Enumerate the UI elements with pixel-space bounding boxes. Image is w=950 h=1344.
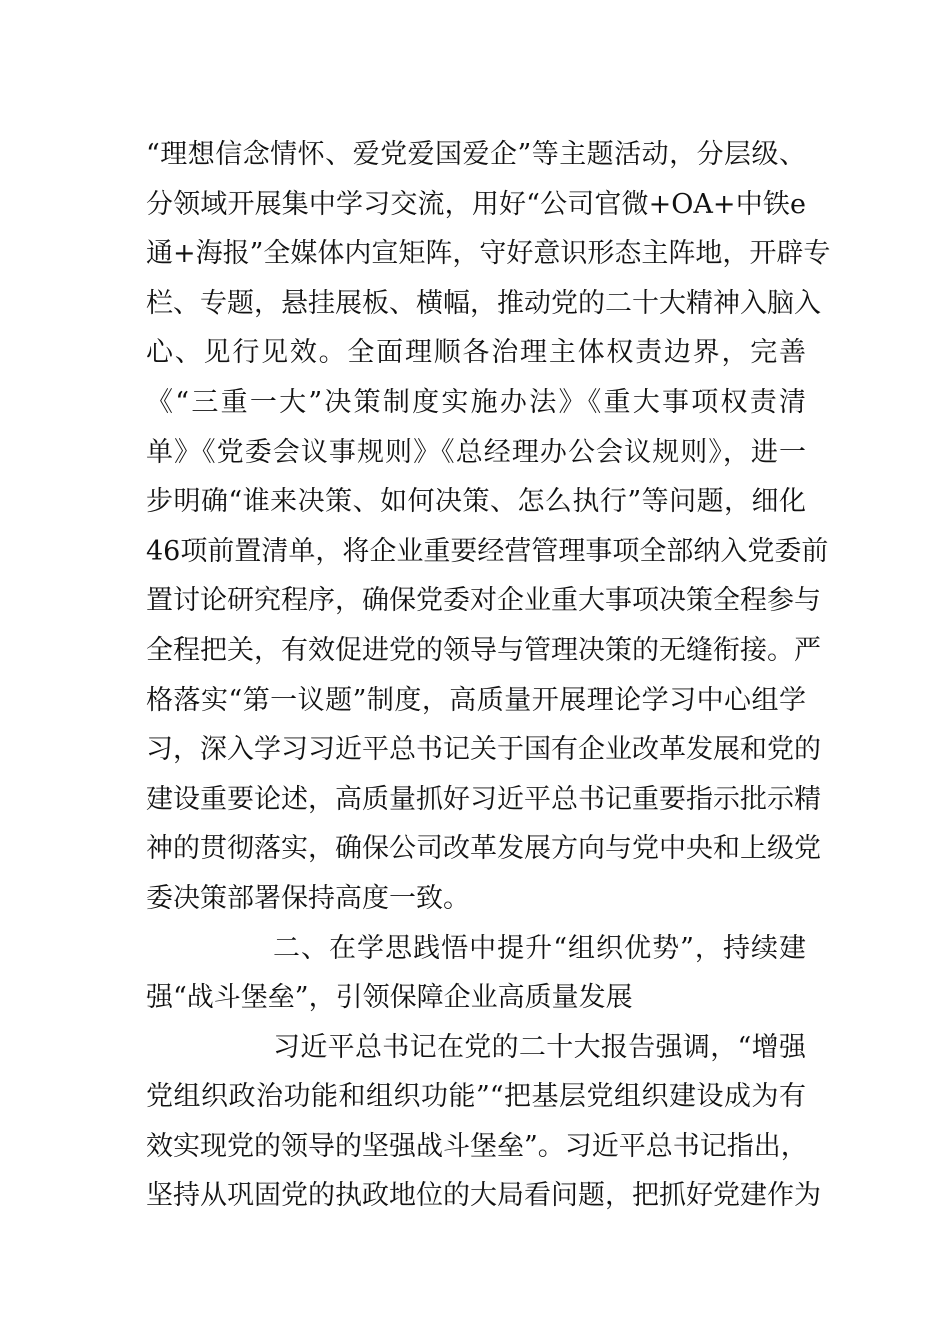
text-line: 党组织政治功能和组织功能”“把基层党组织建设成为有 <box>146 1081 806 1113</box>
text-line: 坚持从巩固党的执政地位的大局看问题，把抓好党建作为 <box>146 1180 821 1212</box>
text-line: 习，深入学习习近平总书记关于国有企业改革发展和党的 <box>146 734 821 766</box>
text-line: 委决策部署保持高度一致。 <box>146 882 470 914</box>
text-line: 46项前置清单，将企业重要经营管理事项全部纳入党委前 <box>146 535 829 567</box>
text-line: 习近平总书记在党的二十大报告强调，“增强 <box>273 1031 806 1063</box>
text-line: “理想信念情怀、爱党爱国爱企”等主题活动，分层级、 <box>146 139 806 170</box>
text-line: 神的贯彻落实，确保公司改革发展方向与党中央和上级党 <box>146 833 821 865</box>
body-text <box>146 130 831 1221</box>
section-heading-line: 二、在学思践悟中提升“组织优势”，持续建 <box>273 932 806 964</box>
text-line: 全程把关，有效促进党的领导与管理决策的无缝衔接。严 <box>146 634 821 666</box>
text-line: 步明确“谁来决策、如何决策、怎么执行”等问题，细化 <box>146 486 806 518</box>
text-line: 通+海报”全媒体内宣矩阵，守好意识形态主阵地，开辟专 <box>146 238 831 270</box>
text-line: 栏、专题，悬挂展板、横幅，推动党的二十大精神入脑入 <box>146 287 821 319</box>
text-line: 分领域开展集中学习交流，用好“公司官微+OA+中铁e <box>146 188 806 220</box>
text-line: 建设重要论述，高质量抓好习近平总书记重要指示批示精 <box>146 783 821 815</box>
text-line: 格落实“第一议题”制度，高质量开展理论学习中心组学 <box>146 684 806 716</box>
text-line: 心、见行见效。全面理顺各治理主体权责边界，完善 <box>146 337 806 369</box>
text-line: 《“三重一大”决策制度实施办法》《重大事项权责清 <box>146 386 806 418</box>
text-line: 效实现党的领导的坚强战斗堡垒”。习近平总书记指出， <box>146 1130 808 1162</box>
section-heading-line: 强“战斗堡垒”，引领保障企业高质量发展 <box>146 982 633 1014</box>
text-line: 置讨论研究程序，确保党委对企业重大事项决策全程参与 <box>146 585 821 617</box>
text-line: 单》《党委会议事规则》《总经理办公会议规则》，进一 <box>146 436 806 468</box>
